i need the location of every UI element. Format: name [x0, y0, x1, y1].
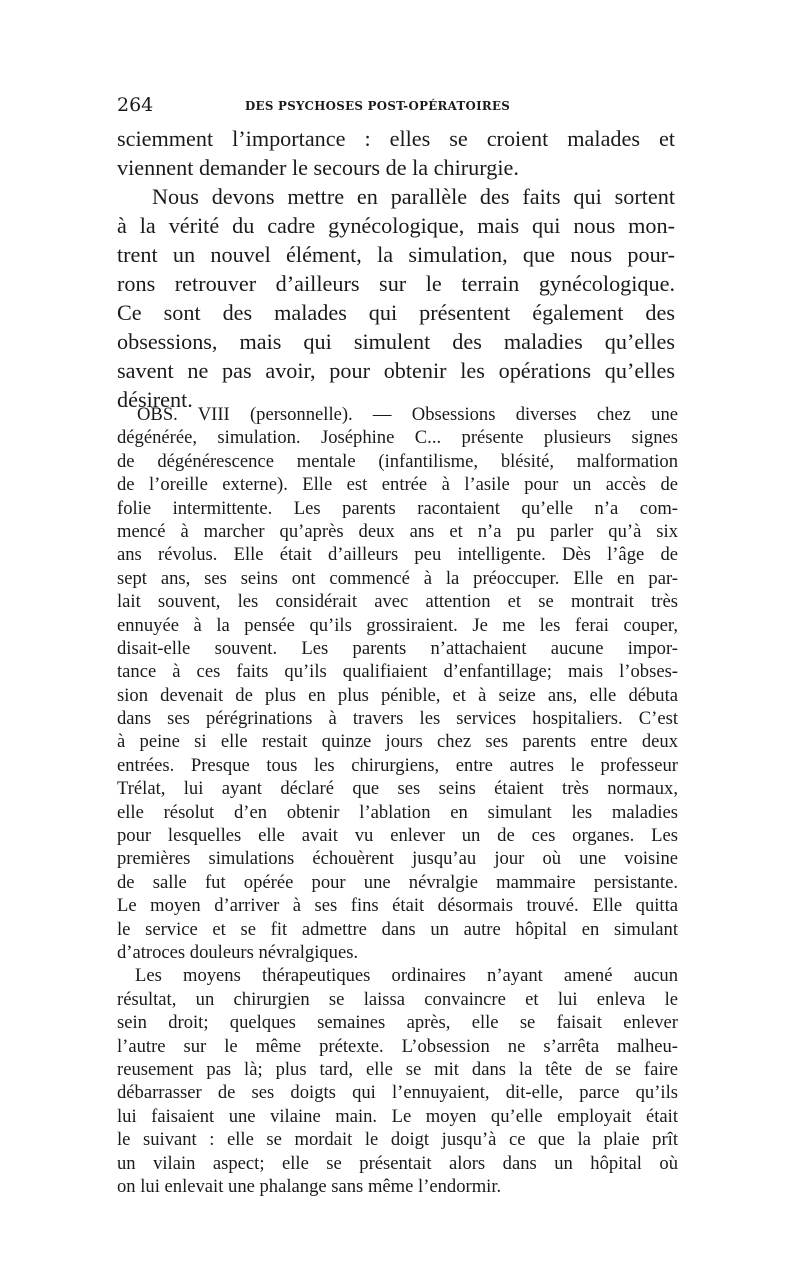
observation-line: folie intermittente. Les parents racontaient qu’elle n’a com-: [117, 497, 678, 519]
observation-line: entrées. Presque tous les chirurgiens, entre autres le professeur: [117, 754, 678, 776]
main-line: rons retrouver d’ailleurs sur le terrain gynécologique.: [117, 271, 675, 296]
observation-line: disait-elle souvent. Les parents n’attachaient aucune impor-: [117, 637, 678, 659]
observation-line: résultat, un chirurgien se laissa convaincre et lui enleva le: [117, 988, 678, 1010]
observation-line: le suivant : elle se mordait le doigt jusqu’à ce que la plaie prît: [117, 1129, 678, 1151]
observation-line: OBS. VIII (personnelle). — Obsessions diverses chez une: [137, 404, 678, 425]
main-text-block: [117, 124, 675, 414]
observation-block: [117, 403, 678, 1198]
observation-line: l’autre sur le même prétexte. L’obsession ne s’arrêta malheu-: [117, 1035, 678, 1057]
main-line: désirent.: [117, 387, 193, 412]
observation-line: pour lesquelles elle avait vu enlever un de ces organes. Les: [117, 825, 678, 847]
main-line: sciemment l’importance : elles se croient malades et: [117, 126, 675, 151]
observation-line: Trélat, lui ayant déclaré que ses seins étaient très normaux,: [117, 778, 678, 800]
observation-line: tance à ces faits qu’ils qualifiaient d’enfantillage; mais l’obses-: [117, 661, 678, 683]
running-head: DES PSYCHOSES POST-OPÉRATOIRES: [245, 99, 511, 113]
main-line: Nous devons mettre en parallèle des faits qui sortent: [152, 184, 675, 209]
observation-line: premières simulations échouèrent jusqu’au jour où une voisine: [117, 848, 678, 870]
observation-line: sept ans, ses seins ont commencé à la préoccuper. Elle en par-: [117, 567, 678, 589]
page-number: 264: [117, 94, 154, 116]
observation-line: un vilain aspect; elle se présentait alors dans un hôpital où: [117, 1152, 678, 1174]
observation-line: on lui enlevait une phalange sans même l’endormir.: [117, 1175, 502, 1197]
main-line: savent ne pas avoir, pour obtenir les opérations qu’elles: [117, 358, 675, 383]
observation-line: le service et se fit admettre dans un autre hôpital en simulant: [117, 918, 678, 940]
observation-line: Les moyens thérapeutiques ordinaires n’ayant amené aucun: [135, 965, 678, 987]
observation-line: Le moyen d’arriver à ses fins était désormais trouvé. Elle quitta: [117, 895, 678, 917]
main-line: Ce sont des malades qui présentent également des: [117, 300, 675, 325]
page-header: [117, 94, 677, 116]
observation-line: mencé à marcher qu’après deux ans et n’a pu parler qu’à six: [117, 520, 678, 542]
observation-line: sein droit; quelques semaines après, elle se faisait enlever: [117, 1012, 678, 1034]
observation-line: de l’oreille externe). Elle est entrée à l’asile pour un accès de: [117, 474, 678, 496]
observation-line: ans révolus. Elle était d’ailleurs peu intelligente. Dès l’âge de: [117, 544, 678, 566]
observation-line: elle résolut d’en obtenir l’ablation en simulant les maladies: [117, 801, 678, 823]
observation-line: sion devenait de plus en plus pénible, et à seize ans, elle débuta: [117, 684, 678, 706]
main-line: obsessions, mais qui simulent des maladies qu’elles: [117, 329, 675, 354]
observation-line: lait souvent, les considérait avec attention et se montrait très: [117, 591, 678, 613]
observation-line: lui faisaient une vilaine main. Le moyen qu’elle employait était: [117, 1105, 678, 1127]
observation-line: de dégénérescence mentale (infantilisme, blésité, malformation: [117, 450, 678, 472]
observation-line: à peine si elle restait quinze jours chez ses parents entre deux: [117, 731, 678, 753]
observation-line: ennuyée à la pensée qu’ils grossiraient. Je me les ferai couper,: [117, 614, 678, 636]
main-line: viennent demander le secours de la chirurgie.: [117, 155, 519, 180]
observation-line: reusement pas là; plus tard, elle se mit dans la tête de se faire: [117, 1058, 678, 1080]
observation-line: dégénérée, simulation. Joséphine C... présente plusieurs signes: [117, 427, 678, 449]
main-line: trent un nouvel élément, la simulation, que nous pour-: [117, 242, 675, 267]
observation-line: de salle fut opérée pour une névralgie mammaire persistante.: [117, 871, 678, 893]
observation-line: d’atroces douleurs névralgiques.: [117, 941, 359, 963]
main-line: à la vérité du cadre gynécologique, mais qui nous mon-: [117, 213, 675, 238]
observation-line: dans ses pérégrinations à travers les services hospitaliers. C’est: [117, 708, 678, 730]
observation-line: débarrasser de ses doigts qui l’ennuyaient, dit-elle, parce qu’ils: [117, 1082, 678, 1104]
